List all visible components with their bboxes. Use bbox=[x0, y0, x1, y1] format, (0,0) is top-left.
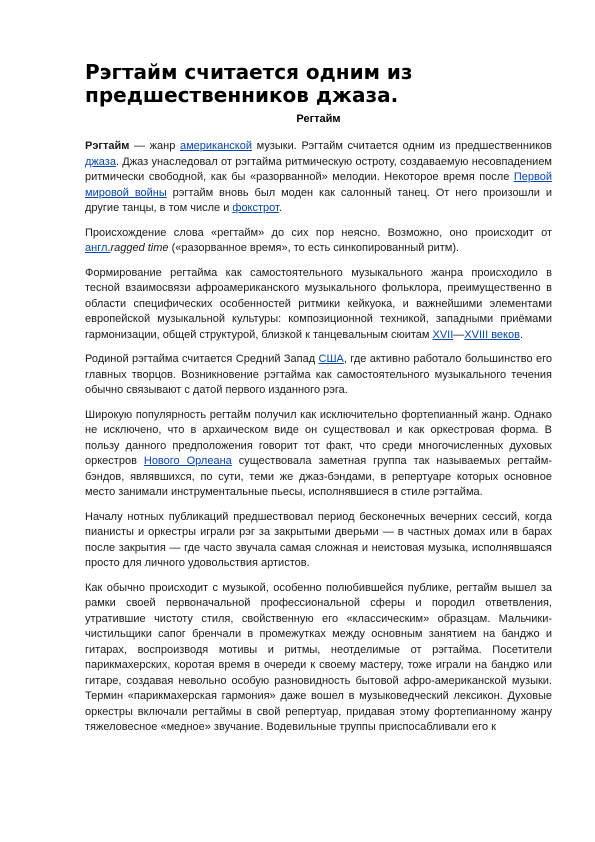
inline-link[interactable]: США bbox=[318, 353, 344, 365]
text-run: Родиной рэгтайма считается Средний Запад bbox=[85, 353, 319, 365]
text-run: Как обычно происходит с музыкой, особенно полюбившейся публике, регтайм вышел за рамки своей первоначальной профессиональной сферы и породил ответвления, утратившие чистоту стиля, свойственную его «классическим» образцам. Мальчики-чистильщики сапог бренчали в промежутках между основным занятием на банджо и гитарах, воспроизводя мотивы и ритмы, неотделимые от рэгтайма. Посетители парикмахерских, коротая время в очереди к своему мастеру, тоже играли на банджо или гитаре, создавая невольно особую разновидность бытовой афро-американской музыки. Термин «парикмахерская гармония» даже вошел в музыковедческий лексикон. Духовые оркестры включали регтаймы в свой репертуар, придавая этому фортепианному жанру тяжеловесное «медное» звучание. Водевильные труппы приспосабливали его к bbox=[85, 581, 552, 733]
text-run: рэгтайм вновь был моден как салонный танец. От него произошли и другие танцы, в том числе и bbox=[85, 186, 552, 214]
paragraph bbox=[85, 581, 552, 736]
inline-link[interactable]: англ. bbox=[85, 242, 111, 254]
page-title: Рэгтайм считается одним из предшественников джаза. bbox=[85, 60, 413, 107]
inline-link[interactable]: Первой мировой войны bbox=[85, 171, 552, 199]
term-bold: Рэгтайм bbox=[85, 140, 130, 152]
paragraph bbox=[85, 408, 552, 501]
paragraph bbox=[85, 226, 552, 257]
inline-link[interactable]: XVIII веков bbox=[464, 328, 520, 341]
text-run: Широкую популярность регтайм получил как исключительно фортепианный жанр. Однако не исключено, что в архаическом виде он существовал и как оркестровая форма. В пользу данного предположения говорит тот факт, что среди многочисленных духовых оркестров bbox=[85, 408, 552, 467]
paragraph bbox=[85, 352, 552, 399]
text-run: — bbox=[453, 328, 465, 341]
text-run: , где активно работало большинство его главных творцов. Возникновение рэгтайма как самостоятельного музыкального течения обычно связывают с датой первого изданного рэга. bbox=[85, 353, 552, 396]
text-run: существовала заметная группа так называемых регтайм-бэндов, являвшихся, по сути, теми же джаз-бэндами, в репертуаре которых основное место занимали инструментальные пьесы, исполнявшиеся в стиле рэгтайма. bbox=[85, 455, 552, 498]
text-run: . Джаз унаследовал от рэгтайма ритмическую остроту, создаваемую несовпадением ритмически свободной, как бы «разорванной» мелодии. Некоторое время после bbox=[85, 155, 552, 183]
text-run: Формирование регтайма как самостоятельного музыкального жанра происходило в тесной взаимосвязи афроамериканского музыкального фольклора, преимущественно в области специфических особенностей ритмики кейкуока, и важнейшими элементами европейской музыкальной культуры: композиционной техникой, западными приёмами гармонизации, общей структурой, близкой к танцевальным сюитам bbox=[85, 266, 552, 341]
inline-link[interactable]: XVII bbox=[432, 328, 454, 341]
article-body bbox=[85, 139, 552, 736]
inline-link[interactable]: фокстрот bbox=[232, 202, 279, 214]
inline-link[interactable]: Нового Орлеана bbox=[143, 455, 232, 467]
text-run: . bbox=[278, 202, 282, 214]
paragraph bbox=[85, 510, 552, 572]
text-run: — жанр bbox=[129, 140, 180, 152]
paragraph bbox=[85, 266, 552, 344]
inline-link[interactable]: американской bbox=[180, 140, 253, 152]
foreign-phrase: ragged time bbox=[110, 242, 169, 254]
text-run: Происхождение слова «регтайм» до сих пор неясно. Возможно, оно происходит от bbox=[85, 226, 552, 239]
text-run: музыки. Рэгтайм считается одним из предшественников bbox=[252, 140, 553, 152]
paragraph bbox=[85, 139, 552, 217]
text-run: («разорванное время», то есть синкопированный ритм). bbox=[168, 242, 460, 254]
inline-link[interactable]: джаза bbox=[85, 155, 116, 168]
text-run: Началу нотных публикаций предшествовал период бесконечных вечерних сессий, когда пианисты и оркестры играли рэг за закрытыми дверьми — в частных домах или в барах после закрытия — где часто звучала самая сложная и неистовая музыка, исполнявшаяся просто для личного удовольствия артистов. bbox=[85, 510, 552, 569]
section-heading: Регтайм bbox=[296, 113, 341, 125]
text-run: . bbox=[519, 328, 523, 341]
